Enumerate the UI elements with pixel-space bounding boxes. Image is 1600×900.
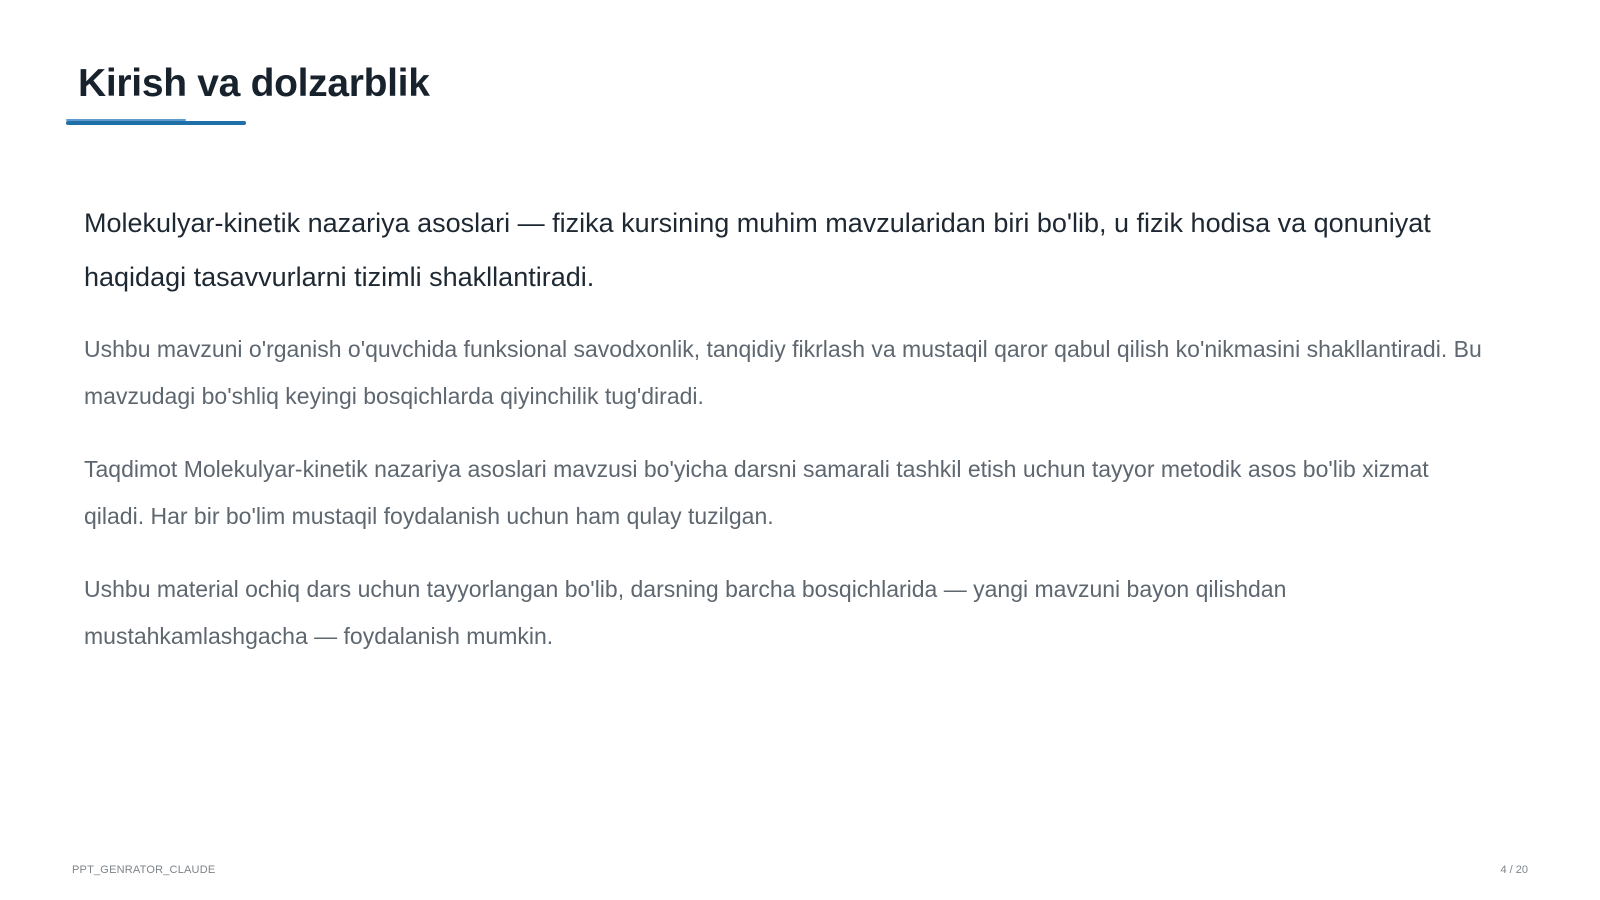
- slide-title: Kirish va dolzarblik: [78, 62, 430, 105]
- body-paragraph-3: Ushbu material ochiq dars uchun tayyorlangan bo'lib, darsning barcha bosqichlarida — yangi mavzuni bayon qilishdan mustahkamlashgacha — foydalanish mumkin.: [84, 576, 1287, 649]
- slide-content: [84, 196, 1484, 686]
- footer-source: PPT_GENRATOR_CLAUDE: [72, 864, 216, 876]
- title-underline: [66, 121, 246, 125]
- body-paragraph-2: Taqdimot Molekulyar-kinetik nazariya asoslari mavzusi bo'yicha darsni samarali tashkil etish uchun tayyor metodik asos bo'lib xizmat qiladi. Har bir bo'lim mustaqil foydalanish uchun ham qulay tuzilgan.: [84, 456, 1429, 529]
- body-paragraph-1: Ushbu mavzuni o'rganish o'quvchida funksional savodxonlik, tanqidiy fikrlash va mustaqil qaror qabul qilish ko'nikmasini shakllantiradi. Bu mavzudagi bo'shliq keyingi bosqichlarda qiyinchilik tug'diradi.: [84, 336, 1482, 409]
- page-number: 4 / 20: [1500, 864, 1528, 876]
- lead-paragraph: Molekulyar-kinetik nazariya asoslari — fizika kursining muhim mavzularidan biri bo'lib, u fizik hodisa va qonuniyat haqidagi tasavvurlarni tizimli shakllantiradi.: [84, 208, 1431, 292]
